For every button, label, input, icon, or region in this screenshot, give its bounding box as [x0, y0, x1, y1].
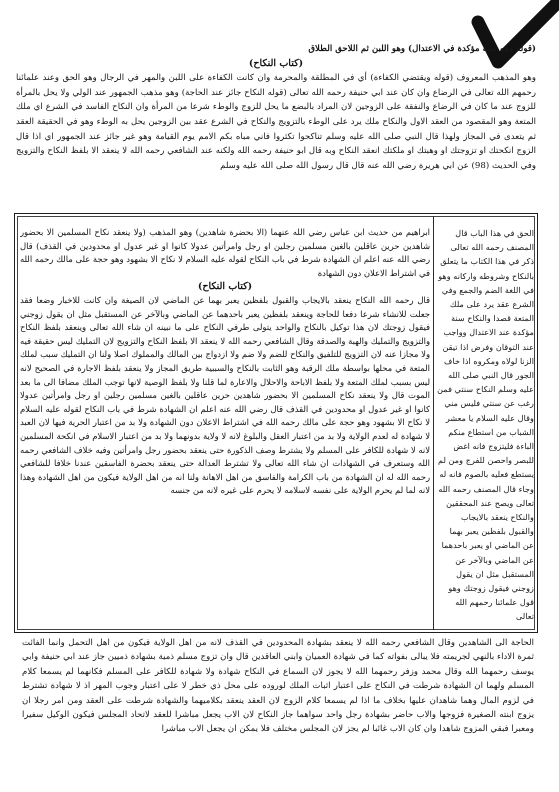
margin-column: [436, 226, 534, 626]
main-column-intro: ابراهيم من حديث ابن عباس رضي الله عنهما (الا بحضرة شاهدين) وهو المذهب (ولا ينعقد نكاح المسلمين الا بحضور شاهدين حرين عاقلين بالغين مسلمين رجلين او رجل وامرأتين عدولا كانوا او غير عدول او محدودين في القذف) قال رضي الله عنه اعلم ان الشهادة شرط في باب النكاح لقوله عليه السلام لا نكاح الا بشهود وهو حجة على مالك رحمه الله في اشتراط الاعلان دون الشهادة: [20, 227, 430, 278]
top-block-text: وهو المذهب المعروف (قوله ويقتضي الكفاءة) أي في المطلقة والمحرمة وان كانت الكفاءة على اللبن والمهر في الرجال وهو الحق وعند علمائنا رحمهم الله تعالى في الرضاع وان كان عند ابي حنيفة رحمه الله تعالى (قوله النكاح جائز عند الحاجة) وهو مذهب الجمهور عند الولي ولا يحل بالمرأة للزوج عند ما كان في الرضاع والنفقة على الزوجين لان المراد بالبضع ما يحل للزوج والوطء شرعا من المرأة وان النكاح الفاسد في الشرع اي ملك المتعة وهو المقصود من العقد الاول والنكاح ملك يرد على الوطء بالتزويج والنكاح في الشرع عقد بين الزوجين يحل به الوطء وهو في الحقيقة العقد ثم يتعدى في المجاز ولهذا قال النبي صلى الله عليه وسلم تناكحوا تكثروا فاني مباه بكم الامم يوم القيامة وهو غير جائز عند الجمهور اي اذا قال الزوج انكحتك او تزوجتك او وهبتك او ملكتك انعقد النكاح وبه قال ابو حنيفة رحمه الله ولكنه عند الشافعي رحمه الله لا ينعقد الا بلفظ النكاح والتزويج وفي الحديث (98) عن ابي هريرة رضي الله عنه قال قال رسول الله صلى الله عليه وسلم: [16, 73, 536, 171]
bottom-block-text: الحاجة الى الشاهدين وقال الشافعي رحمه الله لا ينعقد بشهادة المحدودين في القذف لانه من اهل الولاية فيكون من اهل التحمل وانما الفائت ثمرة الاداء بالنهي لجريمته فلا يبالى بفواته كما في شهادة العميان وابني العاقدين قال وان تزوج مسلم ذمية بشهادة ذميين جاز عند ابي حنيفة وابي يوسف رحمهما الله وقال محمد وزفر رحمهما الله لا يجوز لان السماع في النكاح شهادة ولا شهادة للكافر على المسلم فكانهما لم يسمعا كلام المسلم ولهما ان الشهادة شرطت في النكاح على اعتبار اثبات الملك لوروده على محل ذي خطر لا على اعتبار وجوب المهر اذ لا شهادة تشترط في لزوم المال وهما شاهدان عليها بخلاف ما اذا لم يسمعا كلام الزوج لان العقد ينعقد بكلاميهما والشهادة شرطت على العقد ومن امر رجلا ان يزوج ابنته الصغيرة فزوجها والاب حاضر بشهادة رجل واحد سواهما جاز النكاح لان الاب يجعل مباشرا للعقد لاتحاد المجلس فيكون الوكيل سفيرا ومعبرا فبقي المزوج شاهدا وان كان الاب غائبا لم يجز لان المجلس مختلف فلا يمكن ان يجعل الاب مباشرا: [22, 638, 534, 735]
main-column-body: قال رحمه الله النكاح ينعقد بالايجاب والقبول بلفظين يعبر بهما عن الماضي لان الصيغة وان كانت للاخبار وضعا فقد جعلت للانشاء شرعا دفعا للحاجة وينعقد بلفظين يعبر باحدهما عن الماضي وبالآخر عن المستقبل مثل ان يقول زوجني فيقول زوجتك لان هذا توكيل بالنكاح والواحد يتولى طرفي النكاح على ما نبينه ان شاء الله تعالى وينعقد بلفظ النكاح والتزويج والتمليك والهبة والصدقة وقال الشافعي رحمه الله لا ينعقد الا بلفظ النكاح والتزويج لان التمليك ليس حقيقة فيه ولا مجازا عنه لان التزويج للتلفيق والنكاح للضم ولا ضم ولا ازدواج بين المالك والمملوك اصلا ولنا ان التمليك سبب لملك المتعة في محلها بواسطة ملك الرقبة وهو الثابت بالنكاح والسببية طريق المجاز ولا ينعقد بلفظ الاجارة في الصحيح لانه ليس بسبب لملك المتعة ولا بلفظ الاباحة والاحلال والاعارة لما قلنا ولا بلفظ الوصية لانها توجب الملك مضافا الى ما بعد الموت قال ولا ينعقد نكاح المسلمين الا بحضور شاهدين حرين عاقلين بالغين مسلمين رجلين او رجل وامرأتين عدولا كانوا او غير عدول او محدودين في القذف قال رضي الله عنه اعلم ان الشهادة شرط في باب النكاح لقوله عليه السلام لا نكاح الا بشهود وهو حجة على مالك رحمه الله في اشتراط الاعلان دون الشهادة ولا بد من اعتبار الحرية فيها لان العبد لا شهادة له لعدم الولاية ولا بد من اعتبار العقل والبلوغ لانه لا ولاية بدونهما ولا بد من اعتبار الاسلام في انكحة المسلمين لانه لا شهادة للكافر على المسلم ولا يشترط وصف الذكورة حتى ينعقد بحضور رجل وامرأتين وفيه خلاف الشافعي رحمه الله وستعرف في الشهادات ان شاء الله تعالى ولا تشترط العدالة حتى ينعقد بحضرة الفاسقين عندنا خلافا للشافعي رحمه الله له ان الشهادة من باب الكرامة والفاسق من اهل الاهانة ولنا انه من اهل الولاية فيكون من اهل الشهادة وهذا لانه لما لم يحرم الولاية على نفسه لاسلامه لا يحرم على غيره لانه من جنسه: [20, 294, 430, 496]
top-header-line: (قوله وهو سنة مؤكدة في الاعتدال) وهو اللبن ثم اللاحق الطلاق: [308, 44, 536, 54]
bottom-commentary-block: [22, 636, 534, 776]
column-divider: [433, 216, 434, 630]
margin-column-text: الحق في هذا الباب قال المصنف رحمه الله تعالى ذكر في هذا الكتاب ما يتعلق بالنكاح وشروطه واركانه وهو في اللغة الضم والجمع وفي الشرع عقد يرد على ملك المتعة قصدا والنكاح سنة مؤكدة عند الاعتدال وواجب عند التوقان وفرض اذا تيقن الزنا لولاه ومكروه اذا خاف الجور قال النبي صلى الله عليه وسلم النكاح سنتي فمن رغب عن سنتي فليس مني وقال عليه السلام يا معشر الشباب من استطاع منكم الباءة فليتزوج فانه اغض للبصر واحصن للفرج ومن لم يستطع فعليه بالصوم فانه له وجاء قال المصنف رحمه الله تعالى ويصح عند المحققين والنكاح ينعقد بالايجاب والقبول بلفظين يعبر بهما عن الماضي او يعبر باحدهما عن الماضي وبالآخر عن المستقبل مثل ان يقول زوجني فيقول زوجتك وهو قول علمائنا رحمهم الله تعالى: [437, 228, 534, 622]
main-chapter-heading: (كتاب النكاح): [197, 281, 253, 293]
main-column: [20, 226, 430, 626]
chapter-title-top: (كتاب النكاح): [248, 57, 304, 69]
top-commentary-block: [16, 42, 536, 212]
